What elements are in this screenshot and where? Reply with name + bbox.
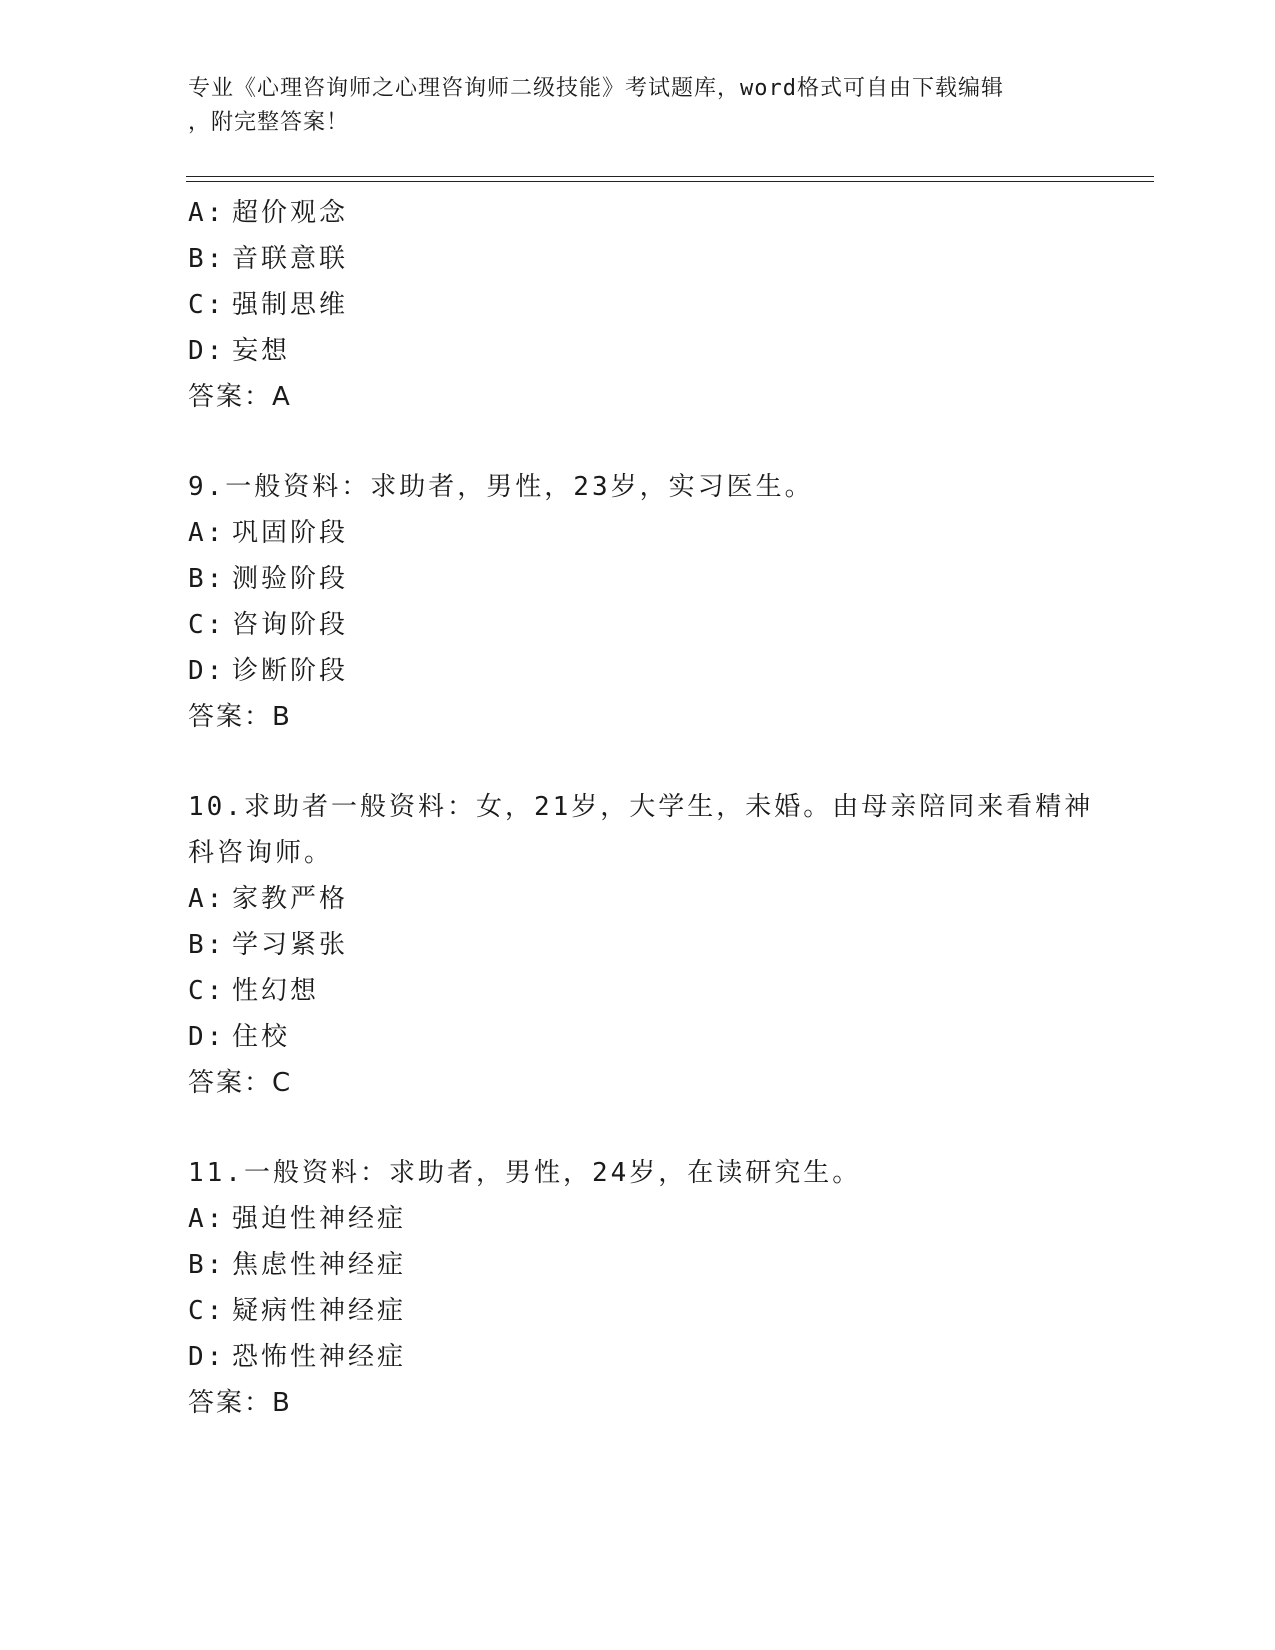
option-a — [188, 190, 1128, 236]
question-text: 11.一般资料：求助者，男性，24岁，在读研究生。 — [188, 1158, 862, 1188]
option-b — [188, 236, 1128, 282]
answer-line: 答案：B — [188, 1388, 292, 1418]
option-a — [188, 1196, 1128, 1242]
option-b — [188, 922, 1128, 968]
option-text: 焦虑性神经症 — [232, 1250, 407, 1280]
option-c — [188, 1288, 1128, 1334]
answer-line: 答案：C — [188, 1068, 293, 1098]
option-key: D: — [188, 1342, 226, 1372]
option-text: 性幻想 — [232, 976, 320, 1006]
question-block-9 — [188, 464, 1128, 740]
answer-line: 答案：A — [188, 382, 292, 412]
header-divider-bottom — [186, 181, 1154, 182]
option-text: 巩固阶段 — [232, 518, 349, 548]
option-key: D: — [188, 656, 226, 686]
option-text: 恐怖性神经症 — [232, 1342, 407, 1372]
option-d — [188, 1334, 1128, 1380]
option-text: 测验阶段 — [232, 564, 349, 594]
option-text: 超价观念 — [232, 198, 349, 228]
question-block-10 — [188, 784, 1128, 1106]
option-key: C: — [188, 290, 226, 320]
header-title-continuation: ，附完整答案！ — [188, 110, 350, 135]
option-key: B: — [188, 1250, 226, 1280]
option-text: 学习紧张 — [232, 930, 349, 960]
option-d — [188, 1014, 1128, 1060]
option-key: A: — [188, 884, 226, 914]
question-block-11 — [188, 1150, 1128, 1426]
option-key: A: — [188, 1204, 226, 1234]
option-key: B: — [188, 930, 226, 960]
option-key: A: — [188, 198, 226, 228]
answer-line: 答案：B — [188, 702, 292, 732]
option-key: A: — [188, 518, 226, 548]
option-c — [188, 968, 1128, 1014]
option-b — [188, 1242, 1128, 1288]
option-text: 疑病性神经症 — [232, 1296, 407, 1326]
question-list — [188, 190, 1128, 1470]
option-a — [188, 876, 1128, 922]
option-text: 家教严格 — [232, 884, 349, 914]
header-divider-top — [186, 176, 1154, 177]
question-block-8 — [188, 190, 1128, 420]
option-text: 强迫性神经症 — [232, 1204, 407, 1234]
option-key: C: — [188, 976, 226, 1006]
option-b — [188, 556, 1128, 602]
question-text-line-1: 10.求助者一般资料：女，21岁，大学生，未婚。由母亲陪同来看精神 — [188, 792, 1094, 822]
document-header — [188, 72, 1088, 140]
option-text: 住校 — [232, 1022, 291, 1052]
option-d — [188, 648, 1128, 694]
option-a — [188, 510, 1128, 556]
option-c — [188, 602, 1128, 648]
option-text: 强制思维 — [232, 290, 349, 320]
option-text: 妄想 — [232, 336, 291, 366]
option-d — [188, 328, 1128, 374]
option-key: C: — [188, 610, 226, 640]
option-key: C: — [188, 1296, 226, 1326]
option-text: 音联意联 — [232, 244, 349, 274]
option-text: 诊断阶段 — [232, 656, 349, 686]
option-key: B: — [188, 244, 226, 274]
option-key: B: — [188, 564, 226, 594]
option-text: 咨询阶段 — [232, 610, 349, 640]
option-key: D: — [188, 1022, 226, 1052]
question-text-line-2: 科咨询师。 — [188, 838, 334, 868]
question-text: 9.一般资料：求助者，男性，23岁，实习医生。 — [188, 472, 814, 502]
option-c — [188, 282, 1128, 328]
option-key: D: — [188, 336, 226, 366]
header-title-line: 专业《心理咨询师之心理咨询师二级技能》考试题库，word格式可自由下载编辑 — [188, 76, 1004, 101]
